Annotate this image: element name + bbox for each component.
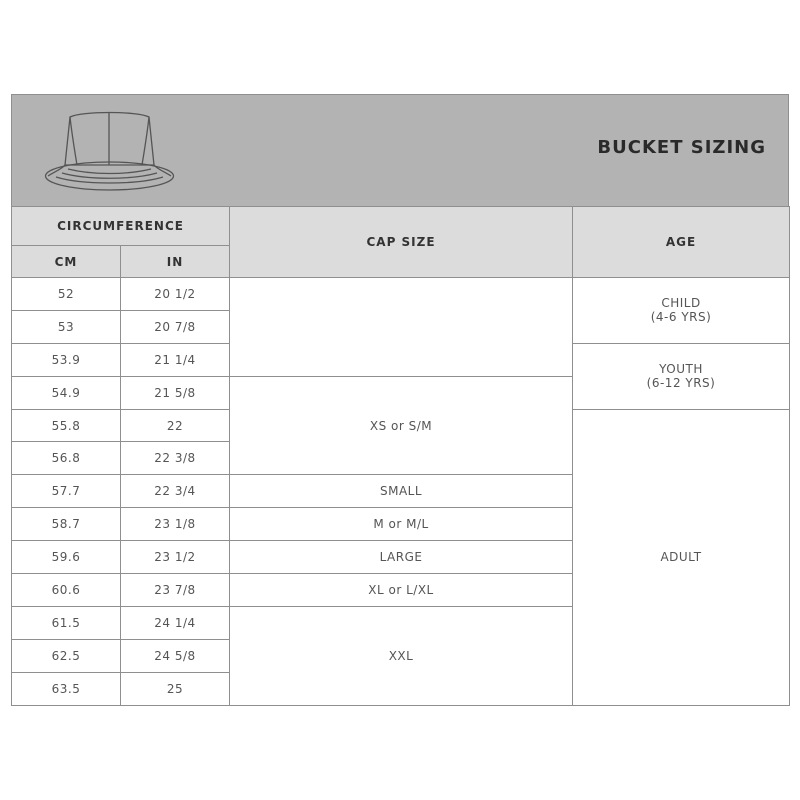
cm-cell: 55.8 — [12, 409, 121, 442]
cm-cell: 62.5 — [12, 639, 121, 672]
cm-cell: 56.8 — [12, 442, 121, 475]
cm-cell: 61.5 — [12, 606, 121, 639]
cm-cell: 58.7 — [12, 508, 121, 541]
age-header: AGE — [573, 207, 790, 278]
cap-size-header: CAP SIZE — [230, 207, 573, 278]
cap-size-cell-xl-lxl: XL or L/XL — [230, 574, 573, 607]
cap-size-cell-xs-sm: XS or S/M — [230, 376, 573, 475]
in-cell: 23 7/8 — [121, 574, 230, 607]
in-cell: 21 5/8 — [121, 376, 230, 409]
in-cell: 20 7/8 — [121, 310, 230, 343]
bucket-sizing-chart — [11, 94, 789, 706]
in-cell: 22 3/8 — [121, 442, 230, 475]
cm-cell: 59.6 — [12, 541, 121, 574]
circumference-header: CIRCUMFERENCE — [12, 207, 230, 246]
cm-header: CM — [12, 246, 121, 278]
age-cell-adult: ADULT — [573, 409, 790, 705]
in-cell: 22 — [121, 409, 230, 442]
chart-header — [11, 94, 789, 206]
age-cell-child — [573, 278, 790, 344]
cm-cell: 60.6 — [12, 574, 121, 607]
age-youth-range: (6-12 YRS) — [646, 376, 716, 391]
in-cell: 22 3/4 — [121, 475, 230, 508]
in-cell: 20 1/2 — [121, 278, 230, 311]
age-child-range: (4-6 YRS) — [650, 310, 712, 325]
chart-title: BUCKET SIZING — [597, 137, 766, 158]
cm-cell: 57.7 — [12, 475, 121, 508]
cap-size-cell-m-ml: M or M/L — [230, 508, 573, 541]
age-cell-youth — [573, 343, 790, 409]
age-child-label: CHILD — [661, 296, 701, 311]
age-youth-label: YOUTH — [659, 362, 703, 377]
sizing-table — [11, 206, 790, 706]
cap-size-cell-blank — [230, 278, 573, 377]
in-cell: 21 1/4 — [121, 343, 230, 376]
table-row — [12, 278, 790, 311]
in-cell: 24 5/8 — [121, 639, 230, 672]
in-cell: 23 1/2 — [121, 541, 230, 574]
cm-cell: 54.9 — [12, 376, 121, 409]
cm-cell: 52 — [12, 278, 121, 311]
in-cell: 23 1/8 — [121, 508, 230, 541]
in-cell: 24 1/4 — [121, 606, 230, 639]
cap-size-cell-xxl: XXL — [230, 606, 573, 705]
cm-cell: 53.9 — [12, 343, 121, 376]
bucket-hat-icon — [42, 105, 177, 195]
in-cell: 25 — [121, 672, 230, 705]
cap-size-cell-large: LARGE — [230, 541, 573, 574]
cm-cell: 63.5 — [12, 672, 121, 705]
in-header: IN — [121, 246, 230, 278]
cap-size-cell-small: SMALL — [230, 475, 573, 508]
cm-cell: 53 — [12, 310, 121, 343]
